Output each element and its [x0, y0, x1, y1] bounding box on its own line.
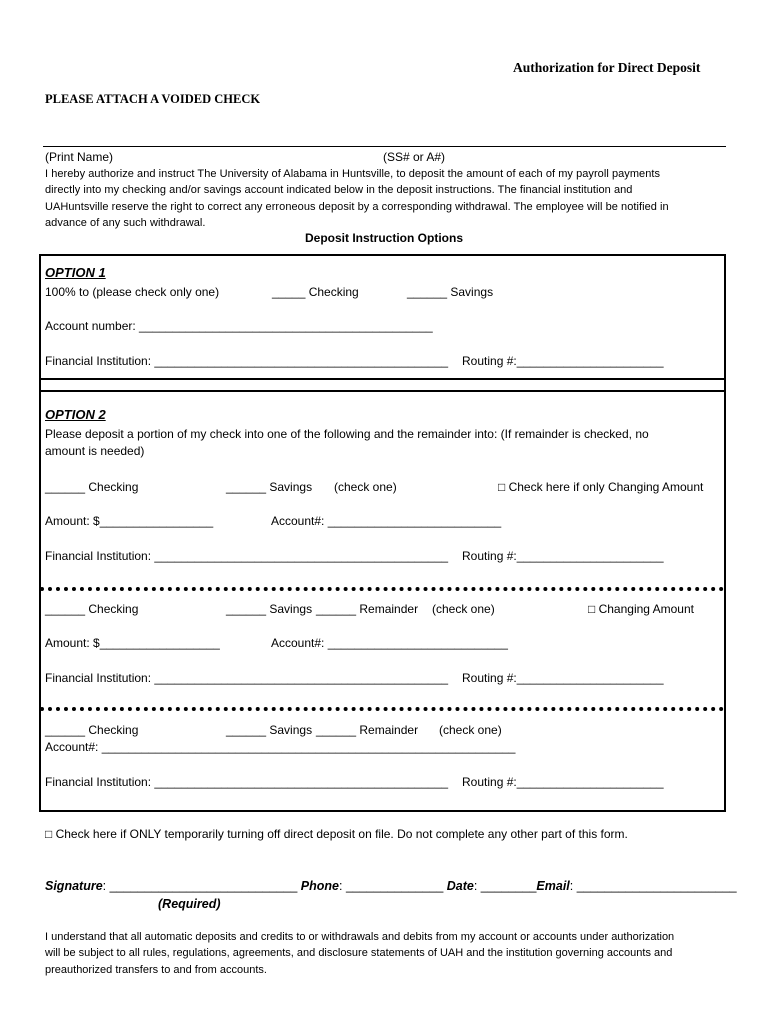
row3-financial-institution-field[interactable]: Financial Institution: ____________________________________________	[45, 775, 449, 789]
row1-changing-amount-checkbox[interactable]: □ Check here if only Changing Amount	[498, 480, 704, 494]
understanding-line: preauthorized transfers to and from accounts.	[45, 963, 267, 976]
row3-account-field[interactable]: Account#: ______________________________________________________________	[45, 740, 516, 754]
email-label: Email	[536, 879, 570, 893]
row1-checking-field[interactable]: ______ Checking	[45, 480, 139, 494]
row2-changing-amount-checkbox[interactable]: □ Changing Amount	[588, 602, 694, 616]
signature-label: Signature	[45, 879, 103, 893]
option1-routing-field[interactable]: Routing #:______________________	[462, 354, 664, 368]
option1-savings-field[interactable]: ______ Savings	[407, 285, 494, 299]
signature-field[interactable]: : ___________________________	[102, 879, 298, 893]
row2-amount-field[interactable]: Amount: $__________________	[45, 636, 220, 650]
option2-description: Please deposit a portion of my check into one of the following and the remainder into: (If remainder is checked, no	[45, 427, 649, 441]
authorization-line: I hereby authorize and instruct The University of Alabama in Huntsville, to deposit the amount of each of my payroll payments	[45, 168, 661, 180]
option1-heading: OPTION 1	[45, 265, 106, 280]
understanding-line: I understand that all automatic deposits and credits to or withdrawals and debits from my account or accounts under authorization	[45, 931, 675, 943]
authorization-line: UAHuntsville reserve the right to correct any erroneous deposit by a corresponding withdrawal. The employee will be notified in	[45, 200, 669, 213]
required-note: (Required)	[158, 897, 221, 911]
attach-voided-check-instruction: PLEASE ATTACH A VOIDED CHECK	[45, 92, 261, 106]
row2-remainder-field[interactable]: ______ Remainder	[316, 602, 419, 616]
authorization-line: advance of any such withdrawal.	[45, 216, 206, 229]
understanding-line: will be subject to all rules, regulations, agreements, and disclosure statements of UAH and the institution governing accounts and	[45, 947, 673, 960]
option1-financial-institution-field[interactable]: Financial Institution: ____________________________________________	[45, 354, 449, 368]
row3-savings-field[interactable]: ______ Savings	[226, 723, 313, 737]
phone-field[interactable]: : ______________	[339, 879, 444, 893]
phone-label: Phone	[300, 879, 339, 893]
row3-checking-field[interactable]: ______ Checking	[45, 723, 139, 737]
row2-account-field[interactable]: Account#: ___________________________	[271, 636, 508, 650]
row1-routing-field[interactable]: Routing #:______________________	[462, 549, 664, 563]
dotted-divider	[40, 587, 724, 591]
turn-off-direct-deposit-checkbox[interactable]: □ Check here if ONLY temporarily turning off direct deposit on file. Do not complete any other part of this form.	[45, 827, 628, 841]
row1-account-field[interactable]: Account#: __________________________	[271, 514, 502, 528]
document-title: Authorization for Direct Deposit	[513, 60, 701, 75]
authorization-line: directly into my checking and/or savings account indicated below in the deposit instructions. The financial institution and	[45, 184, 633, 197]
row1-check-one-label: (check one)	[334, 480, 397, 494]
option2-heading: OPTION 2	[45, 407, 106, 422]
row2-financial-institution-field[interactable]: Financial Institution: ____________________________________________	[45, 671, 449, 685]
row1-financial-institution-field[interactable]: Financial Institution: ____________________________________________	[45, 549, 449, 563]
row2-checking-field[interactable]: ______ Checking	[45, 602, 139, 616]
option1-percent-label: 100% to (please check only one)	[45, 285, 220, 299]
row2-routing-field[interactable]: Routing #:______________________	[462, 671, 664, 685]
option1-account-number-field[interactable]: Account number: ____________________________________________	[45, 319, 433, 333]
option1-checking-field[interactable]: _____ Checking	[272, 285, 359, 299]
row1-amount-field[interactable]: Amount: $_________________	[45, 514, 214, 528]
row3-routing-field[interactable]: Routing #:______________________	[462, 775, 664, 789]
email-field[interactable]: : _______________________	[569, 879, 737, 893]
date-label: Date	[446, 879, 474, 893]
authorization-paragraph	[45, 166, 725, 231]
row2-check-one-label: (check one)	[432, 602, 495, 616]
understanding-paragraph	[45, 929, 735, 978]
option2-description-cont: amount is needed)	[45, 444, 145, 458]
print-name-field[interactable]	[43, 146, 726, 147]
dotted-divider	[40, 707, 724, 711]
deposit-options-heading: Deposit Instruction Options	[305, 231, 463, 245]
print-name-label: (Print Name)	[45, 150, 114, 164]
row3-check-one-label: (check one)	[439, 723, 502, 737]
row1-savings-field[interactable]: ______ Savings	[226, 480, 313, 494]
row2-savings-field[interactable]: ______ Savings	[226, 602, 313, 616]
date-field[interactable]: : ________	[473, 879, 537, 893]
row3-remainder-field[interactable]: ______ Remainder	[316, 723, 419, 737]
id-number-label: (SS# or A#)	[383, 150, 446, 164]
signature-row	[45, 879, 737, 893]
